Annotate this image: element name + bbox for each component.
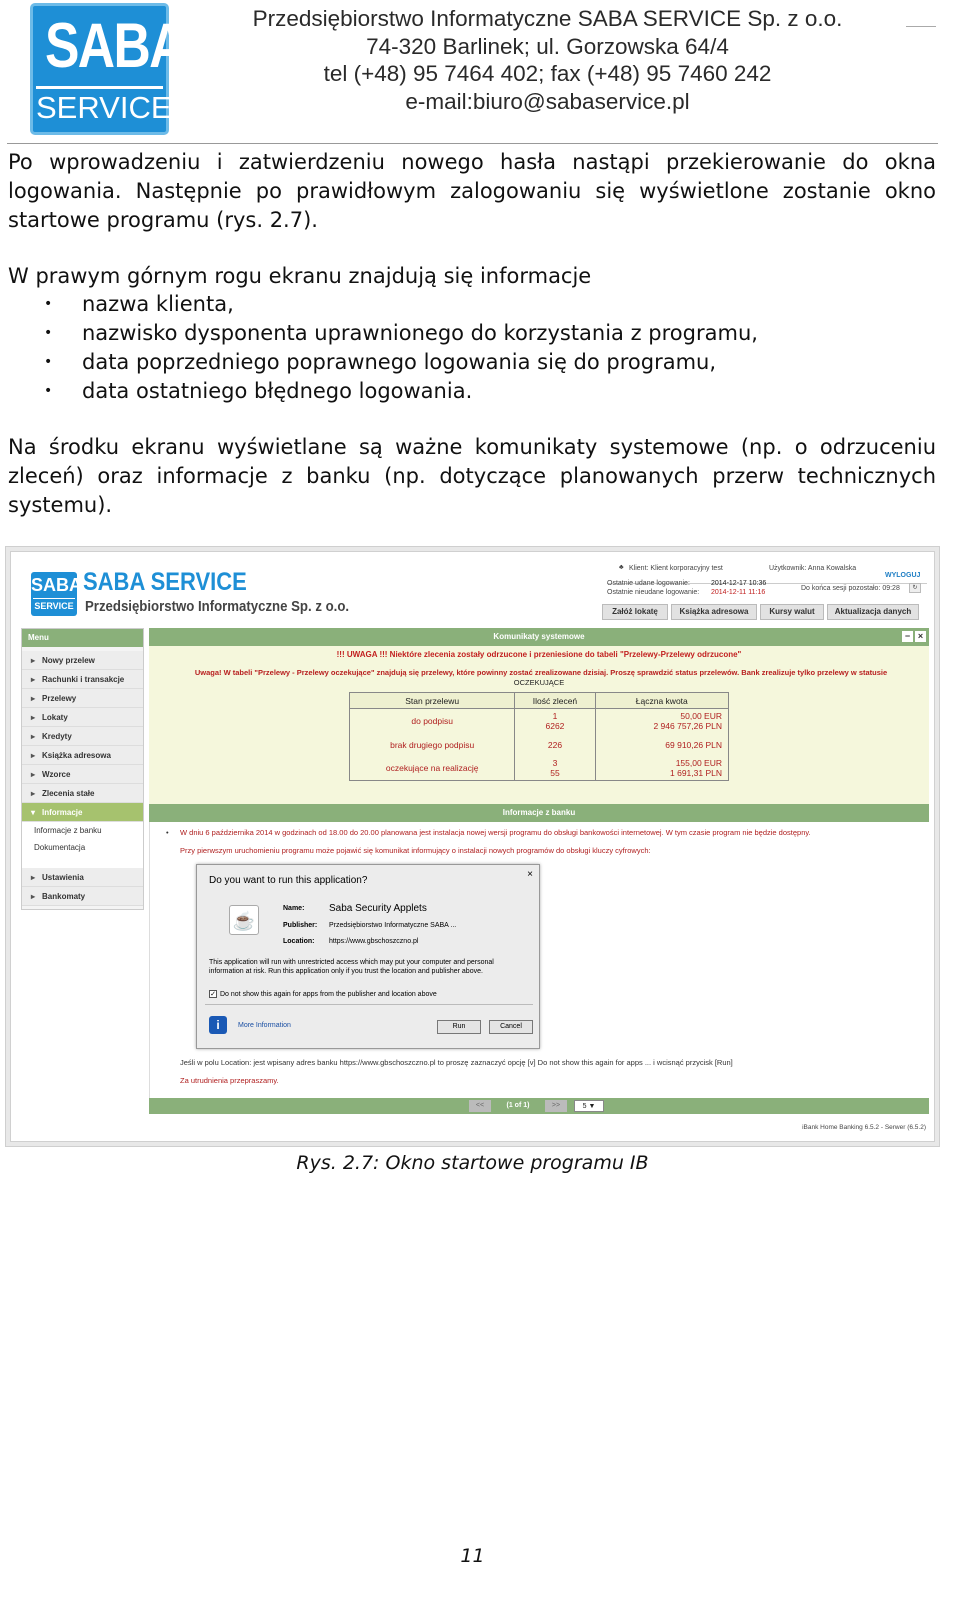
bank-info-message-3: Jeśli w polu Location: jest wpisany adres banku https://www.gbschoszczno.pl to proszę zaznaczyć opcję [v] Do not show this again for apps ... i wcisnąć przycisk [Run]: [180, 1058, 733, 1067]
company-address: 74-320 Barlinek; ul. Gorzowska 64/4: [366, 33, 729, 59]
more-information-link[interactable]: More Information: [238, 1022, 291, 1029]
bank-info-message-2: Przy pierwszym uruchomieniu programu może pojawić się komunikat informujący o instalacji nowych programów do obsługi kluczy cyfrowych:: [180, 846, 651, 855]
menu-item-settings[interactable]: ▸ Ustawienia: [22, 868, 143, 887]
logout-link[interactable]: WYLOGUJ: [885, 572, 921, 579]
cell-count: 1 6262: [515, 709, 595, 733]
menu-item-atms[interactable]: ▸ Bankomaty: [22, 887, 143, 906]
cell-amount: 50,00 EUR 2 946 757,26 PLN: [595, 709, 728, 733]
app-footer: iBank Home Banking 6.5.2 - Serwer (6.5.2): [802, 1124, 926, 1131]
table-row[interactable]: [350, 733, 729, 757]
paragraph-1: Po wprowadzeniu i zatwierdzeniu nowego hasła nastąpi przekierowanie do okna logowania. Następnie po prawidłowym zalogowaniu się wyświetlone zostanie okno startowe programu (rys. 2.7).: [8, 150, 936, 232]
bullet-item: • nazwisko dysponenta uprawnionego do korzystania z programu,: [8, 319, 908, 348]
company-email: e-mail:biuro@sabaservice.pl: [405, 88, 690, 114]
figure-caption: Rys. 2.7: Okno startowe programu IB: [296, 1152, 649, 1174]
company-phone: tel (+48) 95 7464 402; fax (+48) 95 7460 242: [323, 61, 772, 86]
bullet-item: • nazwa klienta,: [8, 290, 908, 319]
col-count: Ilość zleceń: [515, 693, 595, 709]
last-fail-label: Ostatnie nieudane logowanie:: [607, 589, 700, 596]
run-button[interactable]: Run: [437, 1020, 481, 1034]
paragraph-3: Na środku ekranu wyświetlane są ważne komunikaty systemowe (np. o odrzuceniu zleceń) oraz informacje z banku (np. dotyczące planowanych przerw technicznych systemu).: [8, 435, 936, 517]
menu-title: Menu: [22, 629, 143, 647]
bullet-item: • data ostatniego błędnego logowania.: [8, 377, 908, 406]
dialog-divider: [205, 1004, 533, 1005]
app-logo: [31, 572, 83, 616]
session-timer: Do końca sesji pozostało: 09:28: [801, 585, 900, 592]
dialog-warning: This application will run with unrestricted access which may put your computer and personal information at risk. Run this application only if you trust the location and publisher above.: [209, 959, 494, 975]
bullet-item: • data poprzedniego poprawnego logowania się do programu,: [8, 348, 908, 377]
pager-page: (1 of 1): [506, 1102, 530, 1109]
bank-info-body: [149, 822, 929, 1098]
open-deposit-button[interactable]: Załóż lokatę: [602, 604, 668, 620]
bank-info-message-4: Za utrudnienia przepraszamy.: [180, 1076, 279, 1085]
cell-count: 226: [515, 733, 595, 757]
cell-amount: 69 910,26 PLN: [595, 733, 728, 757]
dialog-location-value: https://www.gbschoszczno.pl: [329, 938, 419, 945]
client-name: Klient: Klient korporacyjny test: [629, 565, 723, 572]
header-rule: [7, 143, 938, 144]
table-header-row: [350, 693, 729, 709]
pager-next[interactable]: >>: [545, 1100, 567, 1112]
figure-screenshot: [5, 546, 940, 1147]
side-menu: [21, 628, 144, 910]
dialog-location-label: Location:: [283, 938, 315, 945]
menu-item-new-transfer[interactable]: ▸ Nowy przelew: [22, 651, 143, 670]
saba-service-logo: [30, 3, 185, 135]
menu-item-information[interactable]: ▾ Informacje: [22, 803, 143, 822]
menu-item-transfers[interactable]: ▸ Przelewy: [22, 689, 143, 708]
menu-item-credits[interactable]: ▸ Kredyty: [22, 727, 143, 746]
cell-status: brak drugiego podpisu: [350, 733, 515, 757]
menu-item-templates[interactable]: ▸ Wzorce: [22, 765, 143, 784]
bank-info-title: Informacje z banku: [502, 808, 576, 817]
menu-sub-bank-info[interactable]: Informacje z banku: [22, 822, 143, 839]
user-name: Użytkownik: Anna Kowalska: [769, 565, 857, 572]
close-icon[interactable]: ×: [915, 631, 926, 642]
dialog-checkbox-label: Do not show this again for apps from the publisher and location above: [220, 991, 437, 998]
app-title: SABA SERVICE: [83, 568, 247, 596]
transfer-status-table: [349, 692, 729, 781]
logo-line1: SABA: [44, 11, 185, 81]
bank-info-message-1: • W dniu 6 października 2014 w godzinach od 18.00 do 20.00 planowana jest instalacja nowej wersji programu do obsługi bankowości internetowej. W tym czasie program nie będzie dostępny.: [180, 828, 920, 837]
menu-item-address-book[interactable]: ▸ Książka adresowa: [22, 746, 143, 765]
menu-item-standing-orders[interactable]: ▸ Zlecenia stałe: [22, 784, 143, 803]
last-ok-value: 2014-12-17 10:36: [711, 580, 767, 587]
col-amount: Łączna kwota: [595, 693, 728, 709]
app-subtitle: Przedsiębiorstwo Informatyczne Sp. z o.o.: [85, 598, 350, 615]
last-fail-value: 2014-12-11 11:16: [711, 589, 766, 596]
cell-status: do podpisu: [350, 709, 515, 733]
dialog-publisher-value: Przedsiębiorstwo Informatyczne SABA ...: [329, 922, 457, 929]
dialog-question: Do you want to run this application?: [209, 875, 368, 886]
rejected-warning: !!! UWAGA !!! Niektóre zlecenia zostały odrzucone i przeniesione do tabeli "Przelewy-Przelewy odrzucone": [336, 650, 742, 659]
cell-count: 3 55: [515, 757, 595, 781]
logo-line2: SERVICE: [36, 86, 163, 127]
cell-amount: 155,00 EUR 1 691,31 PLN: [595, 757, 728, 781]
pager-bar: [149, 1098, 929, 1114]
exchange-rates-button[interactable]: Kursy walut: [760, 604, 824, 620]
app-logo-b: SERVICE: [33, 598, 75, 613]
info-bullet-list: [8, 290, 908, 406]
pending-status: OCZEKUJĄCE: [513, 678, 565, 687]
pending-warning: Uwaga! W tabeli "Przelewy - Przelewy oczekujące" znajdują się przelewy, które powinny zostać zrealizowane dzisiaj. Proszę sprawdzić status przelewów. Bank zrealizuje tylko przelewy w statusie: [194, 668, 888, 677]
dialog-publisher-label: Publisher:: [283, 922, 318, 929]
company-info: [180, 5, 915, 115]
last-ok-label: Ostatnie udane logowanie:: [607, 580, 690, 587]
dialog-checkbox[interactable]: ✓: [210, 991, 216, 998]
pager-prev[interactable]: <<: [469, 1100, 491, 1112]
menu-item-accounts[interactable]: ▸ Rachunki i transakcje: [22, 670, 143, 689]
menu-item-deposits[interactable]: ▸ Lokaty: [22, 708, 143, 727]
refresh-icon[interactable]: ↻: [909, 583, 921, 593]
system-messages-body: [149, 646, 929, 804]
col-status: Stan przelewu: [350, 693, 515, 709]
system-messages-bar: [149, 628, 929, 646]
company-name: Przedsiębiorstwo Informatyczne SABA SERVICE Sp. z o.o.: [252, 6, 843, 31]
dialog-name-value: Saba Security Applets: [329, 903, 427, 914]
bank-info-bar: [149, 804, 929, 822]
update-data-button[interactable]: Aktualizacja danych: [827, 604, 919, 620]
system-messages-title: Komunikaty systemowe: [493, 632, 585, 641]
client-icon: ♣: [619, 564, 624, 571]
cell-status: oczekujące na realizację: [350, 757, 515, 781]
dialog-name-label: Name:: [283, 905, 305, 912]
java-icon: ☕: [229, 905, 259, 935]
minimize-icon[interactable]: −: [902, 631, 913, 642]
main-panel: [149, 628, 929, 1118]
page-size-select[interactable]: 5 ▼: [574, 1100, 604, 1112]
address-book-button[interactable]: Książka adresowa: [671, 604, 757, 620]
java-security-dialog: [196, 864, 540, 1049]
table-row[interactable]: [350, 757, 729, 781]
app-window: [10, 551, 935, 1142]
dialog-checkbox-row[interactable]: [209, 990, 437, 998]
menu-sub-documentation[interactable]: Dokumentacja: [22, 839, 143, 856]
paragraph-2: W prawym górnym rogu ekranu znajdują się informacje: [8, 264, 592, 288]
page-number: 11: [460, 1545, 485, 1567]
header-dash: [906, 26, 936, 27]
table-row[interactable]: [350, 709, 729, 733]
info-shield-icon: i: [209, 1016, 227, 1034]
dialog-close-icon[interactable]: ×: [527, 869, 533, 880]
cancel-button[interactable]: Cancel: [489, 1020, 533, 1034]
app-logo-a: SABA: [31, 575, 83, 595]
